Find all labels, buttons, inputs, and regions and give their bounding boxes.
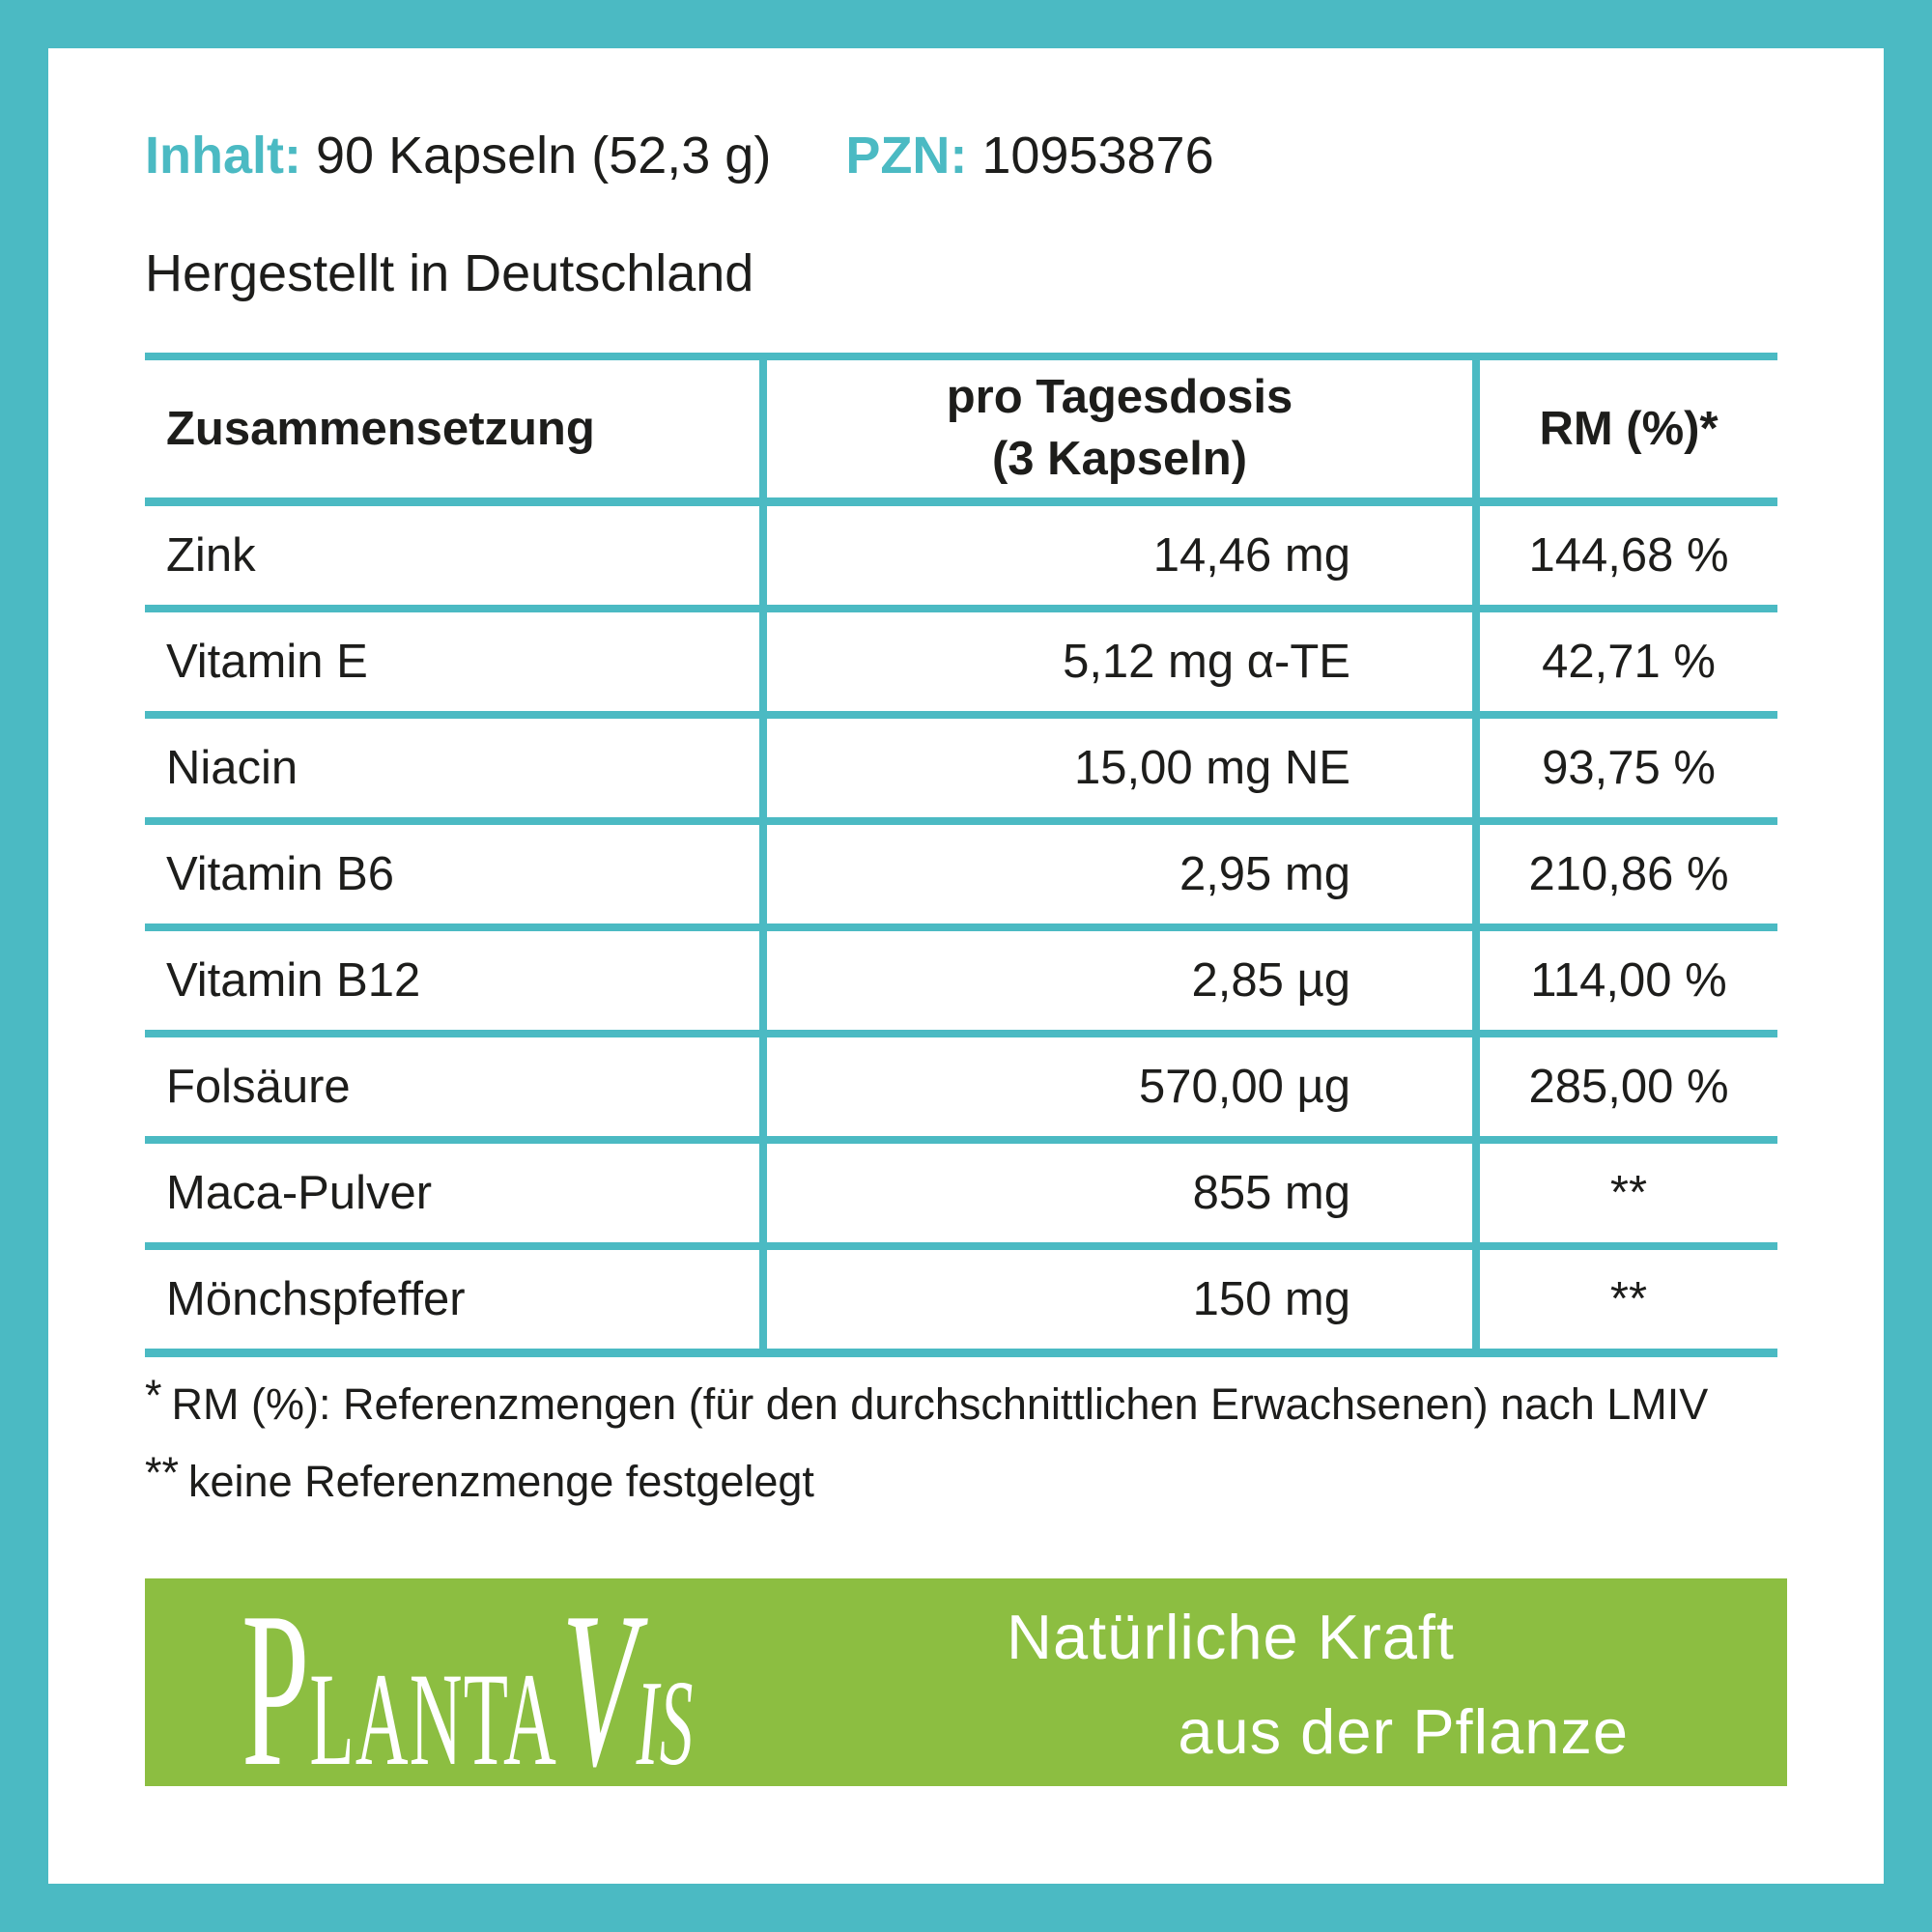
pzn-label: PZN: xyxy=(845,127,968,185)
content-pzn-line xyxy=(145,128,1214,185)
ingredient-amount: 14,46 mg xyxy=(763,502,1476,610)
ingredient-amount: 570,00 µg xyxy=(763,1034,1476,1140)
ingredient-name: Vitamin B6 xyxy=(145,821,763,927)
plantavis-logo xyxy=(242,1578,695,1786)
inhalt-value: 90 Kapseln (52,3 g) xyxy=(316,127,772,185)
ingredient-rm: 93,75 % xyxy=(1476,715,1777,821)
ingredient-rm: ** xyxy=(1609,1273,1648,1325)
header-dose-line1: pro Tagesdosis xyxy=(946,371,1293,424)
inhalt-label: Inhalt: xyxy=(145,127,301,185)
ingredient-amount: 5,12 mg α-TE xyxy=(763,609,1476,715)
table-row xyxy=(145,1246,1777,1353)
ingredient-amount: 855 mg xyxy=(763,1140,1476,1246)
ingredient-name: Vitamin B12 xyxy=(145,927,763,1034)
ingredient-rm: 285,00 % xyxy=(1476,1034,1777,1140)
header-composition: Zusammensetzung xyxy=(145,356,763,502)
header-rm: RM (%)* xyxy=(1476,356,1777,502)
logo-letter-p: P xyxy=(242,1578,310,1786)
ingredient-rm: 42,71 % xyxy=(1476,609,1777,715)
nutrition-table xyxy=(145,353,1777,1357)
header-dose-line2: (3 Kapseln) xyxy=(991,433,1248,485)
footnote-marker: * xyxy=(145,1371,162,1420)
ingredient-amount: 2,95 mg xyxy=(763,821,1476,927)
footnote-text: RM (%): Referenzmengen (für den durchschnittlichen Erwachsenen) nach LMIV xyxy=(171,1379,1709,1429)
logo-letters-is: IS xyxy=(636,1657,695,1786)
ingredient-name: Vitamin E xyxy=(145,609,763,715)
table-row xyxy=(145,1140,1777,1246)
logo-letter-v: V xyxy=(561,1578,637,1786)
made-in-text: Hergestellt in Deutschland xyxy=(145,244,754,302)
ingredient-amount: 150 mg xyxy=(763,1246,1476,1353)
ingredient-name: Zink xyxy=(145,502,763,610)
ingredient-name: Niacin xyxy=(145,715,763,821)
pzn-value: 10953876 xyxy=(981,127,1214,185)
ingredient-rm: ** xyxy=(1476,1140,1777,1246)
footnote-rm-reference xyxy=(145,1371,1709,1430)
tagline-line2: aus der Pflanze xyxy=(1178,1696,1629,1767)
table-row xyxy=(145,715,1777,821)
ingredient-amount: 15,00 mg NE xyxy=(763,715,1476,821)
footnote-text: keine Referenzmenge festgelegt xyxy=(188,1457,814,1506)
table-row xyxy=(145,927,1777,1034)
table-row xyxy=(145,1034,1777,1140)
footnote-no-reference xyxy=(145,1448,814,1507)
ingredient-rm: 144,68 % xyxy=(1476,502,1777,610)
table-row xyxy=(145,609,1777,715)
logo-letters-lanta: LANTA xyxy=(309,1645,557,1786)
ingredient-amount: 2,85 µg xyxy=(763,927,1476,1034)
ingredient-name: Folsäure xyxy=(145,1034,763,1140)
pzn-group xyxy=(845,127,1213,185)
table-row xyxy=(145,502,1777,610)
header-daily-dose xyxy=(763,356,1476,502)
ingredient-name: Maca-Pulver xyxy=(145,1140,763,1246)
brand-banner xyxy=(145,1578,1787,1786)
ingredient-rm: 114,00 % xyxy=(1476,927,1777,1034)
table-header-row xyxy=(145,356,1777,502)
tagline-line1: Natürliche Kraft xyxy=(1007,1602,1455,1672)
label-content-area xyxy=(48,48,1884,1884)
ingredient-rm: 210,86 % xyxy=(1476,821,1777,927)
table-row xyxy=(145,821,1777,927)
footnote-marker: ** xyxy=(145,1448,180,1497)
ingredient-name: Mönchspfeffer xyxy=(166,1273,466,1325)
